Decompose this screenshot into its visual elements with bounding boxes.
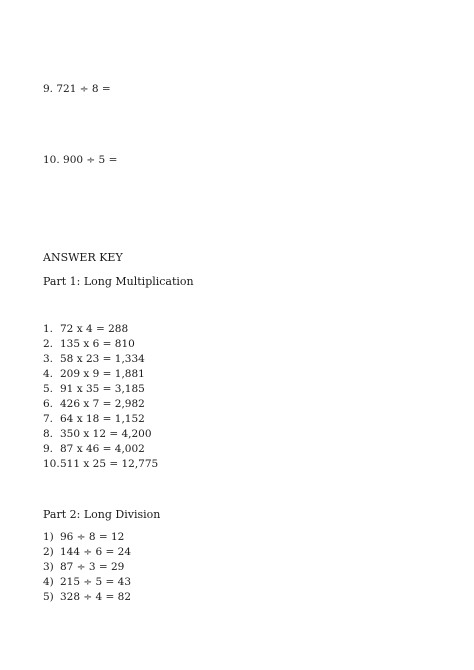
item-number: 1. (43, 323, 54, 335)
item-text: 58 x 23 = 1,334 (60, 353, 145, 365)
item-number: 8. (43, 428, 54, 440)
item-number: 10. (43, 458, 60, 470)
list-item (43, 442, 145, 457)
part1-title: Part 1: Long Multiplication (43, 275, 194, 288)
question-number: 9. (43, 83, 54, 95)
item-number: 4. (43, 368, 54, 380)
item-text: 144 ÷ 6 = 24 (60, 546, 132, 558)
item-number: 5) (43, 591, 54, 603)
list-item (43, 367, 145, 382)
list-item (43, 352, 145, 367)
item-text: 135 x 6 = 810 (60, 338, 135, 350)
question-number: 10. (43, 154, 60, 166)
list-item (43, 457, 158, 472)
item-text: 87 ÷ 3 = 29 (60, 561, 125, 573)
item-text: 87 x 46 = 4,002 (60, 443, 145, 455)
item-number: 5. (43, 383, 54, 395)
item-text: 426 x 7 = 2,982 (60, 398, 145, 410)
list-item (43, 530, 124, 545)
question-text: 721 ÷ 8 = (56, 83, 111, 95)
list-item (43, 575, 131, 590)
item-number: 9. (43, 443, 54, 455)
question-9 (43, 82, 111, 96)
item-text: 91 x 35 = 3,185 (60, 383, 145, 395)
list-item (43, 382, 145, 397)
question-10 (43, 153, 117, 167)
item-text: 215 ÷ 5 = 43 (60, 576, 132, 588)
item-text: 64 x 18 = 1,152 (60, 413, 145, 425)
list-item (43, 545, 131, 560)
item-number: 7. (43, 413, 54, 425)
item-number: 2. (43, 338, 54, 350)
list-item (43, 560, 124, 575)
list-item (43, 337, 135, 352)
list-item (43, 590, 131, 605)
answer-key-title: ANSWER KEY (43, 251, 123, 264)
item-text: 328 ÷ 4 = 82 (60, 591, 132, 603)
item-text: 511 x 25 = 12,775 (60, 458, 159, 470)
part2-title: Part 2: Long Division (43, 508, 161, 521)
list-item (43, 412, 145, 427)
item-number: 1) (43, 531, 54, 543)
item-text: 96 ÷ 8 = 12 (60, 531, 125, 543)
item-text: 209 x 9 = 1,881 (60, 368, 145, 380)
item-number: 3) (43, 561, 54, 573)
item-text: 350 x 12 = 4,200 (60, 428, 152, 440)
item-number: 2) (43, 546, 54, 558)
item-number: 4) (43, 576, 54, 588)
list-item (43, 322, 128, 337)
list-item (43, 427, 152, 442)
item-number: 3. (43, 353, 54, 365)
item-number: 6. (43, 398, 54, 410)
question-text: 900 ÷ 5 = (63, 154, 118, 166)
item-text: 72 x 4 = 288 (60, 323, 129, 335)
list-item (43, 397, 145, 412)
